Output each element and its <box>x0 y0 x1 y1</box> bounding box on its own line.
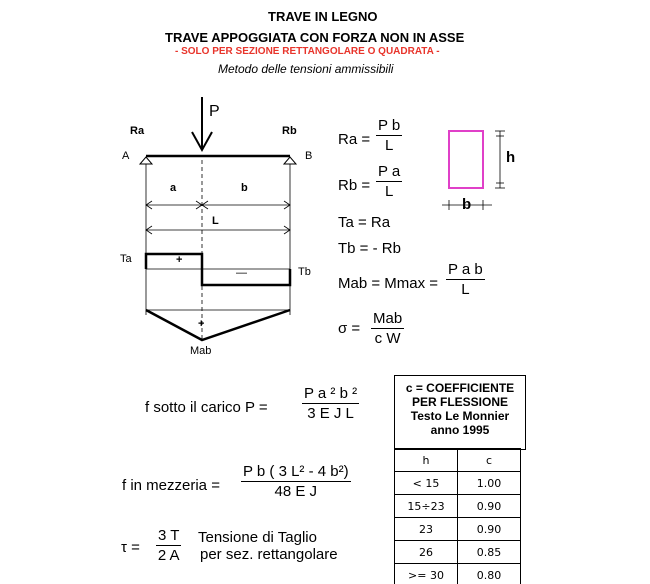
tau-denominator: 2 A <box>157 547 180 564</box>
support-a-triangle <box>140 157 152 164</box>
moment-label: Mab <box>190 345 212 357</box>
deflection-load-denominator: 3 E J L <box>307 405 354 422</box>
reaction-b-label: Rb <box>282 125 297 137</box>
deflection-mid-denominator: 48 E J <box>274 483 318 500</box>
tb-formula: Tb = - Rb <box>338 240 401 257</box>
sigma-denominator: c W <box>374 330 401 347</box>
table-row <box>395 495 521 518</box>
mab-denominator: L <box>461 281 470 298</box>
table-cell-h: 23 <box>395 518 458 541</box>
table-cell-c: 0.90 <box>458 495 521 518</box>
mab-fraction <box>446 261 485 298</box>
ra-formula-lhs: Ra = <box>338 131 371 148</box>
support-b-triangle <box>284 157 296 164</box>
section-width-label: b <box>462 196 472 213</box>
mab-numerator: P a b <box>448 261 483 278</box>
dim-a-label: a <box>170 182 177 194</box>
shear-b-label: Tb <box>298 266 311 278</box>
table-cell-c: 1.00 <box>458 472 521 495</box>
table-row <box>395 518 521 541</box>
support-b-label: B <box>305 150 313 162</box>
deflection-load-numerator: P a ² b ² <box>304 385 358 402</box>
section-height-label: h <box>506 149 516 166</box>
tau-formula-lhs: τ = <box>121 539 140 556</box>
support-a-label: A <box>122 150 130 162</box>
table-cell-c: 0.80 <box>458 564 521 584</box>
tau-numerator: 3 T <box>158 527 180 544</box>
table-row <box>395 472 521 495</box>
coefficient-table <box>394 448 521 584</box>
table-cell-h: < 15 <box>395 472 458 495</box>
ra-denominator: L <box>384 137 394 154</box>
table-cell-h: 15÷23 <box>395 495 458 518</box>
sigma-formula-lhs: σ = <box>338 320 361 337</box>
sigma-fraction <box>371 310 404 347</box>
table-header-row <box>395 449 521 472</box>
deflection-load-lhs: f sotto il carico P = <box>145 399 268 416</box>
shear-a-label: Ta <box>120 253 132 265</box>
coefficient-title-1: c = COEFFICIENTE <box>405 381 515 395</box>
dim-b-label: b <box>241 182 248 194</box>
table-header-h: h <box>395 449 458 472</box>
shear-negative-sign: — <box>236 267 247 279</box>
deflection-load-fraction <box>302 385 359 422</box>
force-label: P <box>209 103 220 120</box>
shear-positive-sign: + <box>176 254 183 266</box>
table-cell-h: >= 30 <box>395 564 458 584</box>
ra-fraction <box>376 117 402 154</box>
deflection-mid-numerator: P b ( 3 L² - 4 b²) <box>243 463 349 480</box>
coefficient-source-1: Testo Le Monnier <box>410 409 510 423</box>
table-header-c: c <box>458 449 521 472</box>
moment-sign: + <box>198 318 205 330</box>
coefficient-header-box <box>394 375 526 450</box>
mab-formula-lhs: Mab = Mmax = <box>338 275 439 292</box>
section-rectangle <box>449 131 483 188</box>
tau-fraction <box>156 527 181 564</box>
table-cell-c: 0.85 <box>458 541 521 564</box>
shear-diagram <box>146 254 290 285</box>
tau-description-2: per sez. rettangolare <box>200 546 338 563</box>
ra-numerator: P b <box>378 117 401 134</box>
ta-formula: Ta = Ra <box>338 214 391 231</box>
rb-denominator: L <box>384 183 394 200</box>
table-cell-h: 26 <box>395 541 458 564</box>
dim-l-label: L <box>212 215 219 227</box>
section-note: - SOLO PER SEZIONE RETTANGOLARE O QUADRATA - <box>175 46 440 57</box>
moment-diagram <box>146 310 290 340</box>
reaction-a-label: Ra <box>130 125 145 137</box>
coefficient-source-2: anno 1995 <box>430 423 490 437</box>
rb-numerator: P a <box>378 163 401 180</box>
page-subtitle: TRAVE APPOGGIATA CON FORZA NON IN ASSE <box>165 30 465 45</box>
page-title: TRAVE IN LEGNO <box>268 9 378 24</box>
table-cell-c: 0.90 <box>458 518 521 541</box>
sigma-numerator: Mab <box>373 310 403 327</box>
rb-fraction <box>376 163 402 200</box>
tau-description-1: Tensione di Taglio <box>198 529 317 546</box>
deflection-mid-fraction <box>241 463 351 500</box>
table-row <box>395 564 521 584</box>
method-label: Metodo delle tensioni ammissibili <box>218 62 394 76</box>
coefficient-title-2: PER FLESSIONE <box>411 395 509 409</box>
table-row <box>395 541 521 564</box>
deflection-mid-lhs: f in mezzeria = <box>122 477 220 494</box>
rb-formula-lhs: Rb = <box>338 177 371 194</box>
